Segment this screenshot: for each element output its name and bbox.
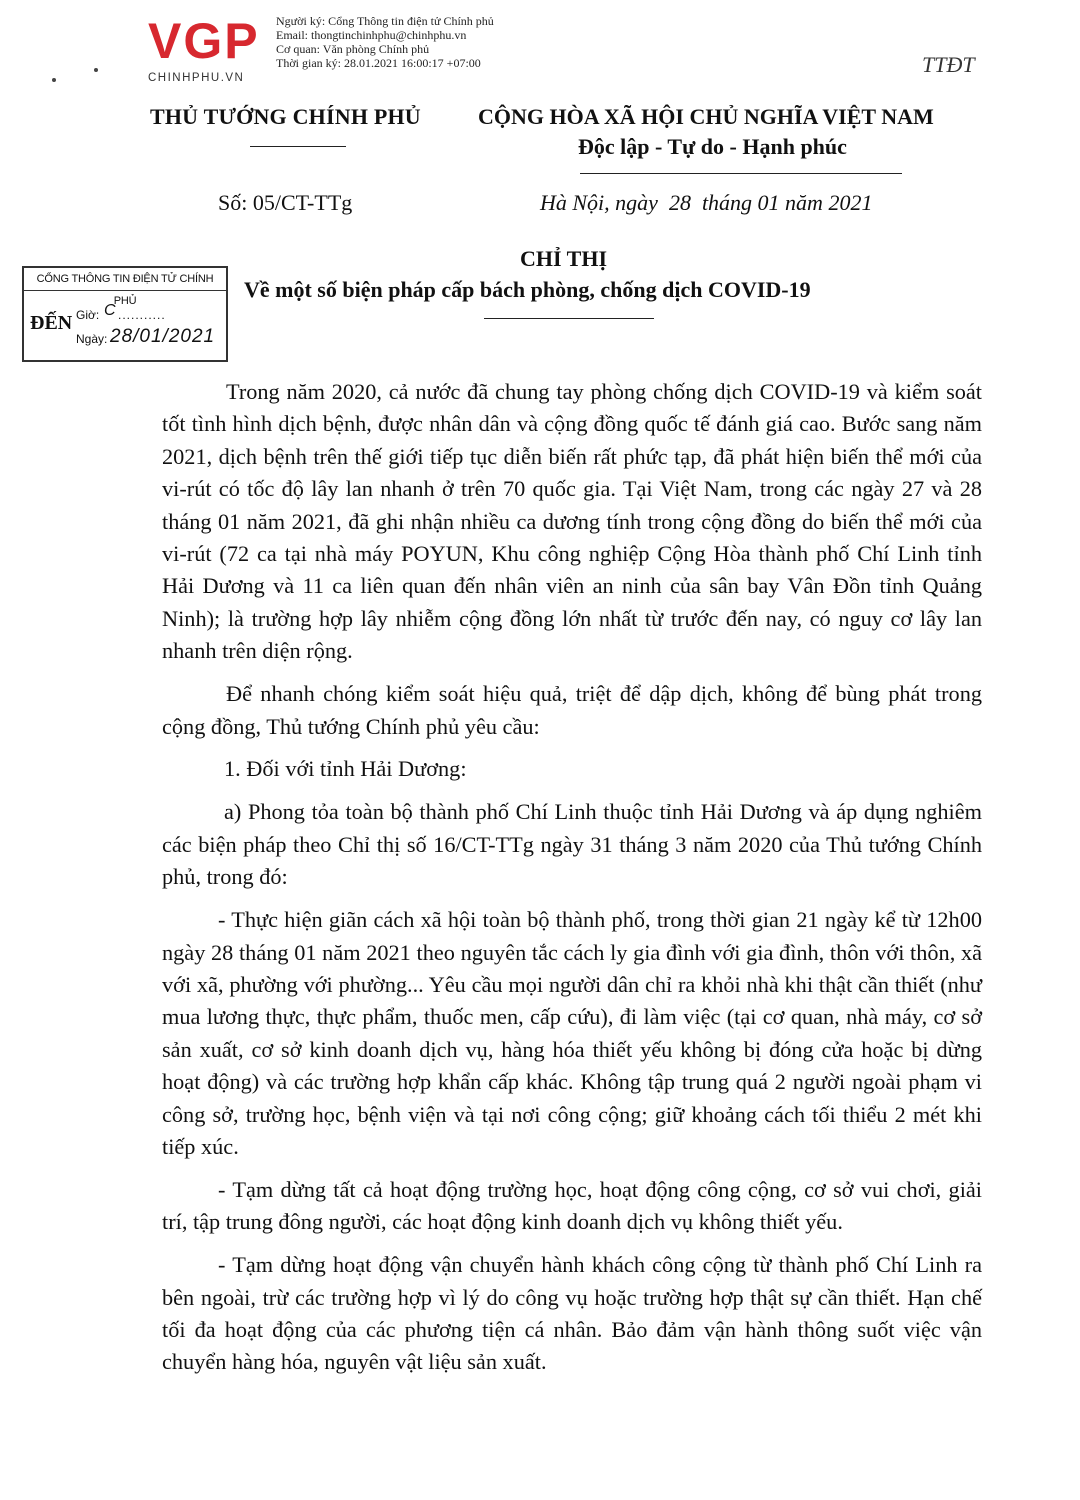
- sign-time: Thời gian ký: 28.01.2021 16:00:17 +07:00: [276, 56, 481, 70]
- stamp-den-label: ĐẾN: [30, 312, 73, 334]
- list-item: - Tạm dừng hoạt động vận chuyển hành khách công cộng từ thành phố Chí Linh ra bên ngoài, trừ các trường hợp vì lý do công vụ hoặc trường hợp thật sự cần thiết. Hạn chế tối đa hoạt động của các phương tiện cá nhân. Bảo đảm vận hành thông suốt việc vận chuyển hàng hóa, nguyên vật liệu sản xuất.: [162, 1252, 982, 1375]
- vgp-logo: [148, 14, 278, 84]
- stamp-header: CỔNG THÔNG TIN ĐIỆN TỬ CHÍNH PHỦ: [24, 268, 226, 291]
- scan-speck: [94, 68, 98, 72]
- digital-signature-info: [276, 14, 494, 70]
- signer: Người ký: Cổng Thông tin điện tử Chính phủ: [276, 14, 494, 28]
- paragraph: a) Phong tỏa toàn bộ thành phố Chí Linh thuộc tỉnh Hải Dương và áp dụng nghiêm các biện pháp theo Chỉ thị số 16/CT-TTg ngày 31 tháng 3 năm 2020 của Thủ tướng Chính phủ, trong đó:: [162, 799, 982, 890]
- section-heading: 1. Đối với tỉnh Hải Dương:: [224, 756, 467, 782]
- document-type: CHỈ THỊ: [520, 246, 608, 271]
- issuing-authority: THỦ TƯỚNG CHÍNH PHỦ: [150, 104, 421, 129]
- list-item: - Tạm dừng tất cả hoạt động trường học, hoạt động công cộng, cơ sở vui chơi, giải trí, tập trung đông người, các hoạt động kinh doanh dịch vụ không thiết yếu.: [162, 1176, 982, 1235]
- stamp-time-dots: ...........: [118, 308, 166, 322]
- divider: [580, 173, 902, 174]
- document-body: [162, 376, 982, 1389]
- paragraph: Trong năm 2020, cả nước đã chung tay phòng chống dịch COVID-19 và kiểm soát tốt tình hình dịch bệnh, được nhân dân và cộng đồng quốc tế đánh giá cao. Bước sang năm 2021, dịch bệnh trên thế giới tiếp tục diễn biến rất phức tạp, đã phát hiện biến thể mới của vi-rút có tốc độ lây lan nhanh ở trên 70 quốc gia. Tại Việt Nam, trong các ngày 27 và 28 tháng 01 năm 2021, đã ghi nhận nhiều ca dương tính trong cộng đồng do biến thể mới của vi-rút (72 ca tại nhà máy POYUN, Khu công nghiệp Cộng Hòa thành phố Chí Linh tỉnh Hải Dương và 11 ca liên quan đến nhân viên an ninh của sân bay Vân Đồn tỉnh Quảng Ninh); là trường hợp lây nhiễm cộng đồng lớn nhất từ trước đến nay, có nguy cơ lây lan nhanh trên diện rộng.: [162, 379, 982, 664]
- paragraph: Để nhanh chóng kiểm soát hiệu quả, triệt để dập dịch, không để bùng phát trong cộng đồng, Thủ tướng Chính phủ yêu cầu:: [162, 681, 982, 739]
- stamp-date-label: Ngày:: [76, 332, 108, 346]
- handwritten-corner-mark: TTĐT: [922, 52, 975, 77]
- scan-speck: [52, 78, 56, 82]
- stamp-date-value: 28/01/2021: [110, 326, 216, 347]
- document-number: Số: 05/CT-TTg: [218, 190, 353, 215]
- document-subject: Về một số biện pháp cấp bách phòng, chống dịch COVID-19: [244, 277, 811, 302]
- national-title: CỘNG HÒA XÃ HỘI CHỦ NGHĨA VIỆT NAM: [478, 104, 934, 129]
- signer-email: Email: thongtinchinhphu@chinhphu.vn: [276, 28, 467, 42]
- stamp-time-value: C: [104, 302, 116, 319]
- logo-letters: VGP: [148, 13, 260, 69]
- divider: [484, 318, 654, 319]
- logo-caption: CHINHPHU.VN: [148, 72, 245, 84]
- national-motto: Độc lập - Tự do - Hạnh phúc: [578, 134, 847, 159]
- list-item: - Thực hiện giãn cách xã hội toàn bộ thành phố, trong thời gian 21 ngày kể từ 12h00 ngày 28 tháng 01 năm 2021 theo nguyên tắc cách ly gia đình với gia đình, thôn với thôn, xã với xã, phường với phường... Yêu cầu mọi người dân chỉ ra khỏi nhà khi thật cần thiết (như mua lương thực, thực phẩm, thuốc men, cấp cứu), đi làm việc (tại cơ quan, nhà máy, cơ sở sản xuất, cơ sở kinh doanh dịch vụ, hàng hóa thiết yếu không bị đóng cửa hoặc bị dừng hoạt động) và các trường hợp khẩn cấp khác. Không tập trung quá 2 người ngoài phạm vi công sở, trường học, bệnh viện và tại nơi công cộng; giữ khoảng cách tối thiểu 2 mét khi tiếp xúc.: [162, 907, 982, 1159]
- divider: [250, 146, 346, 147]
- place-and-date: Hà Nội, ngày 28 tháng 01 năm 2021: [540, 190, 873, 215]
- received-stamp: [22, 266, 228, 362]
- stamp-time-label: Giờ:: [76, 308, 100, 322]
- signer-agency: Cơ quan: Văn phòng Chính phủ: [276, 42, 430, 56]
